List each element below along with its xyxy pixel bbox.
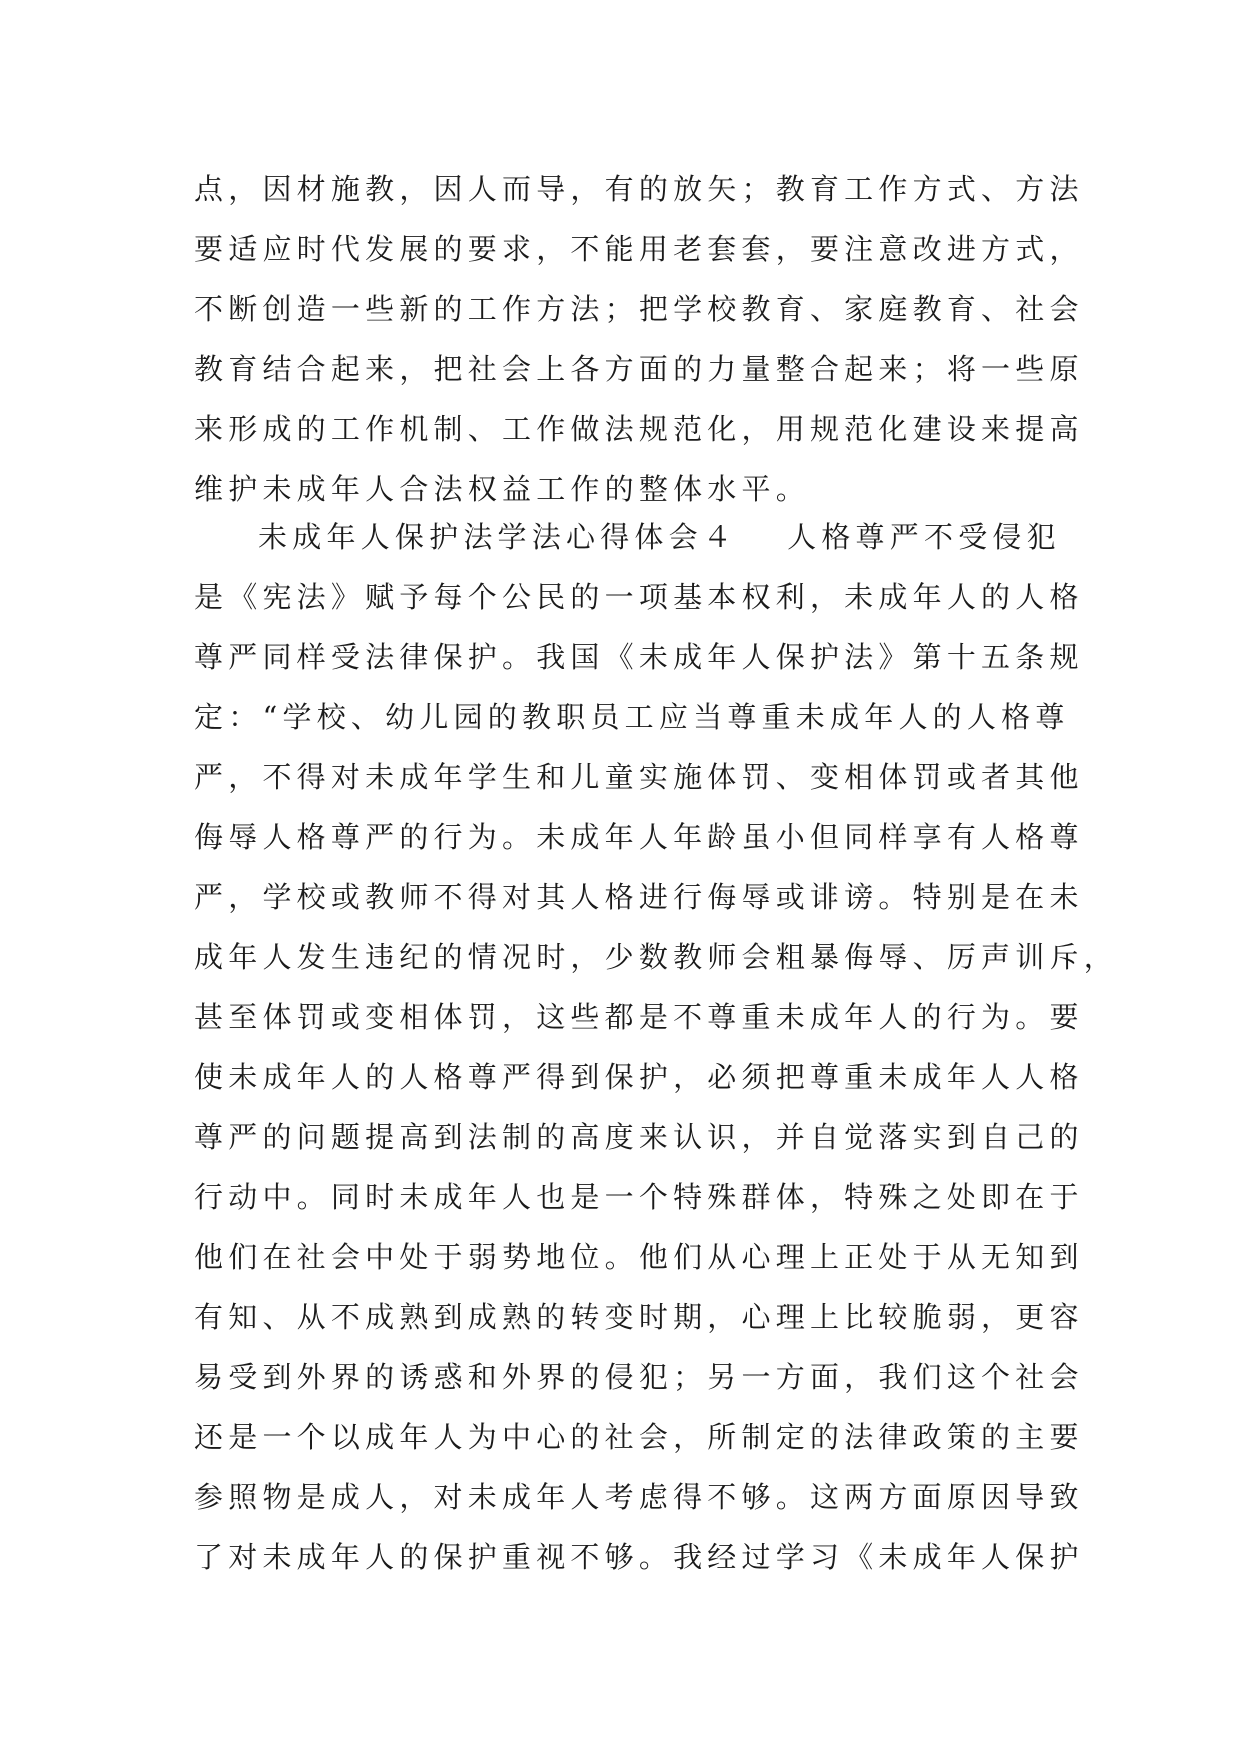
text-line: 维护未成年人合法权益工作的整体水平。 — [194, 472, 810, 506]
text-line: 严，学校或教师不得对其人格进行侮辱或诽谤。特别是在未 — [194, 880, 1084, 914]
text-line: 易受到外界的诱惑和外界的侵犯；另一方面，我们这个社会 — [194, 1360, 1084, 1394]
text-line: 甚至体罚或变相体罚，这些都是不尊重未成年人的行为。要 — [194, 1000, 1084, 1034]
section-heading: 未成年人保护法学法心得体会４ — [258, 520, 738, 554]
text-line: 他们在社会中处于弱势地位。他们从心理上正处于从无知到 — [194, 1240, 1084, 1274]
text-line: 严，不得对未成年学生和儿童实施体罚、变相体罚或者其他 — [194, 760, 1084, 794]
text-line: 来形成的工作机制、工作做法规范化，用规范化建设来提高 — [194, 412, 1084, 446]
heading-line — [194, 507, 1061, 567]
text-line: 尊严同样受法律保护。我国《未成年人保护法》第十五条规 — [194, 640, 1084, 674]
text-line: 定：“学校、幼儿园的教职员工应当尊重未成年人的人格尊 — [194, 700, 1070, 734]
text-line: 使未成年人的人格尊严得到保护，必须把尊重未成年人人格 — [194, 1060, 1084, 1094]
text-line: 教育结合起来，把社会上各方面的力量整合起来；将一些原 — [194, 352, 1084, 386]
text-line: 还是一个以成年人为中心的社会，所制定的法律政策的主要 — [194, 1420, 1084, 1454]
text-line-start: 人格尊严不受侵犯 — [787, 520, 1061, 554]
text-line: 是《宪法》赋予每个公民的一项基本权利，未成年人的人格 — [194, 580, 1084, 614]
text-line: 要适应时代发展的要求，不能用老套套，要注意改进方式， — [194, 232, 1084, 266]
text-line: 行动中。同时未成年人也是一个特殊群体，特殊之处即在于 — [194, 1180, 1084, 1214]
paragraph-section-4 — [194, 507, 1118, 1587]
text-line: 不断创造一些新的工作方法；把学校教育、家庭教育、社会 — [194, 292, 1084, 326]
text-line: 侮辱人格尊严的行为。未成年人年龄虽小但同样享有人格尊 — [194, 820, 1084, 854]
text-line: 参照物是成人，对未成年人考虑得不够。这两方面原因导致 — [194, 1480, 1084, 1514]
text-line: 有知、从不成熟到成熟的转变时期，心理上比较脆弱，更容 — [194, 1300, 1084, 1334]
text-line: 尊严的问题提高到法制的高度来认识，并自觉落实到自己的 — [194, 1120, 1084, 1154]
text-line: 了对未成年人的保护重视不够。我经过学习《未成年人保护 — [194, 1540, 1084, 1574]
paragraph-continuation — [194, 159, 1084, 519]
text-line: 成年人发生违纪的情况时，少数教师会粗暴侮辱、厉声训斥， — [194, 940, 1118, 974]
text-line: 点，因材施教，因人而导，有的放矢；教育工作方式、方法 — [194, 172, 1084, 206]
